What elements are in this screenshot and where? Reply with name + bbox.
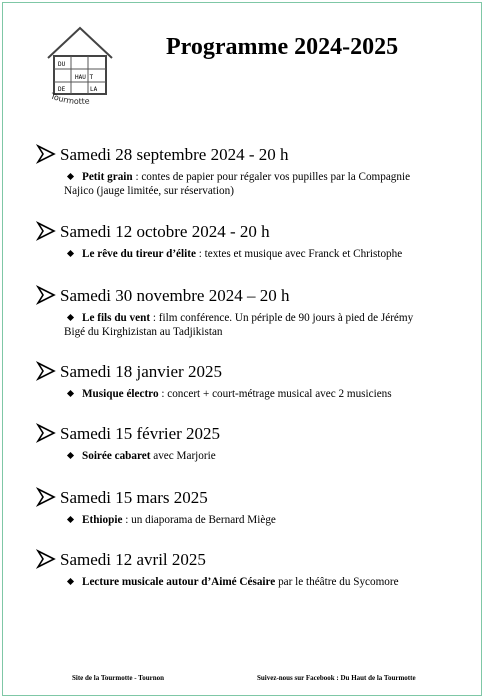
- arrow-bullet-icon: [36, 221, 56, 241]
- event-date: Samedi 18 janvier 2025: [60, 362, 222, 381]
- event-text: : concert + court-métrage musical avec 2 musiciens: [158, 388, 392, 400]
- event-description: [36, 449, 456, 463]
- arrow-bullet-icon: [36, 423, 56, 443]
- event-date: Samedi 12 avril 2025: [60, 550, 206, 569]
- event-highlight: Musique électro: [82, 388, 159, 400]
- event-highlight: Lecture musicale autour d’Aimé Césaire: [82, 576, 276, 588]
- event-description: [36, 247, 456, 261]
- event-highlight: Le rêve du tireur d’élite: [82, 248, 196, 260]
- event-highlight: Petit grain: [82, 171, 133, 183]
- svg-text:DU: DU: [58, 61, 66, 68]
- diamond-bullet-icon: [67, 314, 74, 321]
- event-date: Samedi 28 septembre 2024 - 20 h: [60, 145, 289, 164]
- event-text: : textes et musique avec Franck et Christophe: [195, 248, 403, 260]
- event-text-continued: Najico (jauge limitée, sur réservation): [64, 185, 234, 197]
- logo-text: Tourmotte: [49, 91, 90, 107]
- event-date: Samedi 15 mars 2025: [60, 488, 208, 507]
- event-item: [36, 222, 456, 261]
- arrow-bullet-icon: [36, 487, 56, 507]
- diamond-bullet-icon: [67, 578, 74, 585]
- event-item: [36, 550, 456, 589]
- event-item: [36, 488, 456, 527]
- footer-right: Suivez-nous sur Facebook : Du Haut de la Tourmotte: [257, 674, 416, 682]
- event-item: [36, 424, 456, 463]
- event-highlight: Ethiopie: [82, 514, 123, 526]
- event-text: : film conférence. Un périple de 90 jours à pied de Jérémy: [150, 312, 414, 324]
- event-text: par le théâtre du Sycomore: [275, 576, 399, 588]
- svg-text:LA: LA: [90, 86, 98, 93]
- event-description: [36, 387, 456, 401]
- svg-text:HAU T: HAU T: [75, 74, 94, 81]
- event-date: Samedi 12 octobre 2024 - 20 h: [60, 222, 270, 241]
- tourmotte-logo: [44, 24, 116, 110]
- footer-left: Site de la Tourmotte - Tournon: [72, 674, 164, 682]
- event-text: : un diaporama de Bernard Miège: [122, 514, 276, 526]
- diamond-bullet-icon: [67, 452, 74, 459]
- event-item: [36, 362, 456, 401]
- diamond-bullet-icon: [67, 390, 74, 397]
- arrow-bullet-icon: [36, 549, 56, 569]
- diamond-bullet-icon: [67, 516, 74, 523]
- arrow-bullet-icon: [36, 144, 56, 164]
- event-description: [36, 170, 456, 198]
- svg-text:DE: DE: [58, 86, 66, 93]
- event-description: [36, 513, 456, 527]
- event-text: : contes de papier pour régaler vos pupilles par la Compagnie: [132, 171, 411, 183]
- diamond-bullet-icon: [67, 250, 74, 257]
- event-item: [36, 145, 456, 198]
- arrow-bullet-icon: [36, 285, 56, 305]
- page-title: Programme 2024-2025: [166, 34, 399, 60]
- event-highlight: Le fils du vent: [82, 312, 151, 324]
- diamond-bullet-icon: [67, 173, 74, 180]
- event-description: [36, 311, 456, 339]
- event-item: [36, 286, 456, 339]
- event-date: Samedi 15 février 2025: [60, 424, 221, 443]
- event-description: [36, 575, 456, 589]
- event-text: avec Marjorie: [150, 450, 216, 462]
- event-highlight: Soirée cabaret: [82, 450, 151, 462]
- arrow-bullet-icon: [36, 361, 56, 381]
- event-date: Samedi 30 novembre 2024 – 20 h: [60, 286, 290, 305]
- event-text-continued: Bigé du Kirghizistan au Tadjikistan: [64, 326, 223, 338]
